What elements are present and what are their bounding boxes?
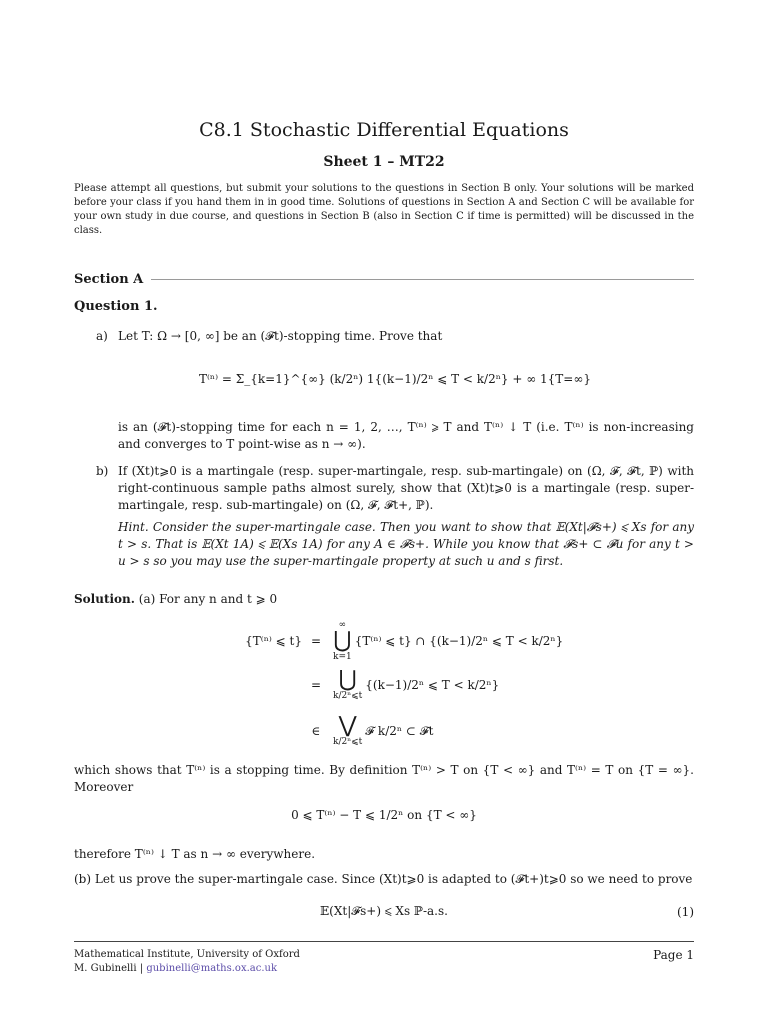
part-a — [96, 328, 694, 345]
hint-paragraph: Hint. Consider the super-martingale case. Then you want to show that 𝔼(Xt|𝓕s+) ⩽ Xs for any t > s. That is 𝔼(Xt 1A) ⩽ 𝔼(Xs 1A) for any A ∈ 𝓕s+. While you know that 𝓕s+ ⊂ 𝓕u for any t > u > s so you may use the super-martingale property at such u and s first. — [118, 520, 694, 568]
document-page — [74, 0, 694, 1024]
solution-align-block — [224, 620, 694, 754]
bound-equation: 0 ⩽ T⁽ⁿ⁾ − T ⩽ 1/2ⁿ on {T < ∞} — [291, 808, 477, 822]
align-line-2: = ⋃ k/2ⁿ⩽t {(k−1)/2ⁿ ⩽ T < k/2ⁿ} — [310, 667, 500, 701]
footer-author-line — [74, 962, 300, 976]
big-union-2: ⋃ k/2ⁿ⩽t — [333, 667, 363, 701]
sheet-subtitle: Sheet 1 – MT22 — [323, 154, 445, 170]
part-a-equation: T⁽ⁿ⁾ = Σ_{k=1}^{∞} (k/2ⁿ) 1{(k−1)/2ⁿ ⩽ T < k/2ⁿ} + ∞ 1{T=∞} — [198, 372, 591, 386]
section-rule — [151, 279, 694, 280]
section-heading — [74, 272, 694, 287]
question-label: Question 1. — [74, 299, 158, 314]
footer-email-link[interactable]: gubinelli@maths.ox.ac.uk — [146, 963, 278, 974]
footer-info — [74, 948, 300, 976]
big-union-1: ∞ ⋃ k=1 — [333, 620, 352, 662]
solution-part-b: (b) Let us prove the super-martingale case. Since (Xt)t⩾0 is adapted to (𝓕t+)t⩾0 so we need to prove — [74, 872, 693, 886]
footer-author: M. Gubinelli — [74, 963, 137, 974]
align-line-3: ∈ ⋁ k/2ⁿ⩽t 𝓕 k/2ⁿ ⊂ 𝓕t — [311, 713, 434, 747]
page-title: C8.1 Stochastic Differential Equations — [199, 119, 569, 141]
part-b — [96, 463, 694, 514]
solution-label: Solution. — [74, 592, 135, 606]
footer-separator: | — [139, 963, 144, 974]
footer-rule — [74, 941, 694, 942]
section-label: Section A — [74, 272, 144, 287]
solution-after-1: which shows that T⁽ⁿ⁾ is a stopping time. By definition T⁽ⁿ⁾ > T on {T < ∞} and T⁽ⁿ⁾ = T on {T = ∞}. Moreover — [74, 763, 694, 794]
equation-number: (1) — [677, 905, 694, 919]
solution-intro: Solution. (a) For any n and t ⩾ 0 — [74, 592, 278, 606]
part-a-text: Let T: Ω → [0, ∞] be an (𝓕t)-stopping time. Prove that — [118, 329, 443, 343]
align-line-1: {T⁽ⁿ⁾ ⩽ t} = ∞ ⋃ k=1 {T⁽ⁿ⁾ ⩽ t} ∩ {(k−1)/2ⁿ ⩽ T < k/2ⁿ} — [245, 620, 564, 662]
page-number: Page 1 — [653, 948, 694, 962]
part-a-label: a) — [96, 329, 108, 343]
solution-after-2: therefore T⁽ⁿ⁾ ↓ T as n → ∞ everywhere. — [74, 847, 316, 861]
footer-institute: Mathematical Institute, University of Oxford — [74, 949, 300, 960]
equation-1: 𝔼(Xt|𝓕s+) ⩽ Xs ℙ-a.s. — [320, 904, 448, 918]
part-b-label: b) — [96, 464, 109, 478]
big-vee: ⋁ k/2ⁿ⩽t — [333, 713, 363, 747]
intro-paragraph: Please attempt all questions, but submit your solutions to the questions in Section B only. Your solutions will be marked before your class if you hand them in in good time. Solutions of questions in Section A and Section C will be available for your own study in due course, and questions in Section B (also in Section C if time is permitted) will be discussed in the class. — [74, 183, 694, 236]
part-b-text: If (Xt)t⩾0 is a martingale (resp. super-martingale, resp. sub-martingale) on (Ω, 𝓕, 𝓕t, ℙ) with right-continuous sample paths almost surely, show that (Xt)t⩾0 is a martingale (resp. super-martingale, resp. sub-martingale) on (Ω, 𝓕, 𝓕t+, ℙ). — [118, 464, 694, 512]
part-a-after: is an (𝓕t)-stopping time for each n = 1, 2, …, T⁽ⁿ⁾ ⩾ T and T⁽ⁿ⁾ ↓ T (i.e. T⁽ⁿ⁾ is non-increasing and converges to T point-wise as n → ∞). — [118, 420, 694, 451]
